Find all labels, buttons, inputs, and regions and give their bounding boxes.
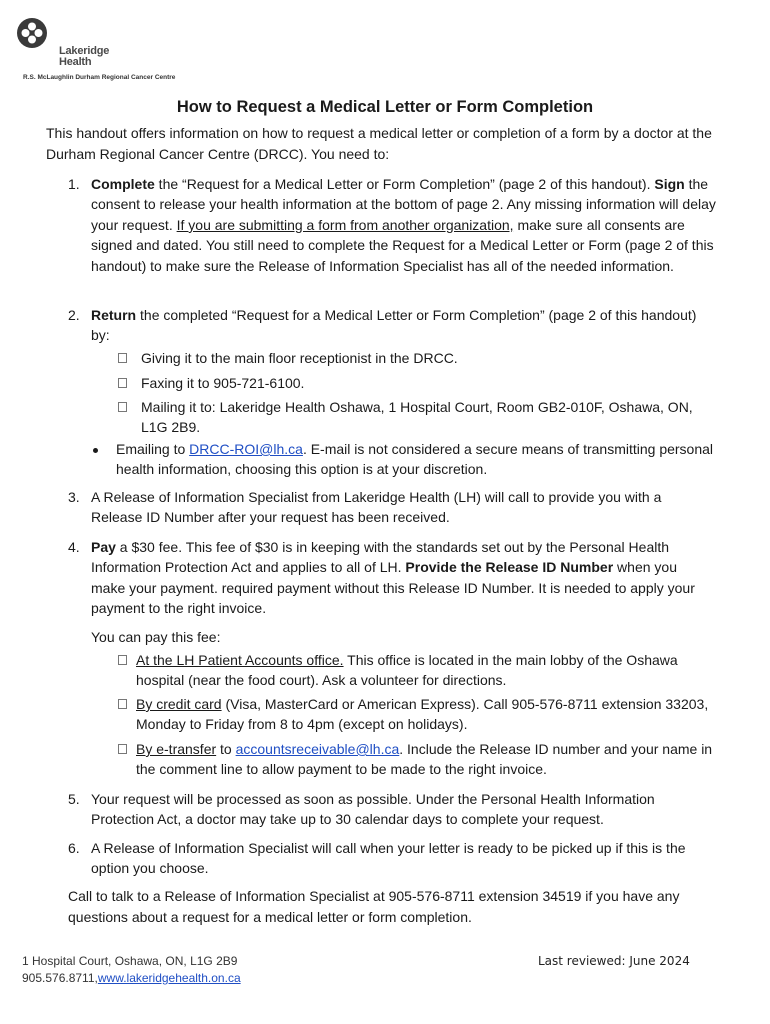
step-1-text-b: the consent to release your health information at the bottom of page 2. Any missing information will delay your request. xyxy=(91,176,716,233)
return-option-mail: Mailing it to: Lakeridge Health Oshawa, 1 Hospital Court, Room GB2-010F, Oshawa, ON, L1G 2B9. xyxy=(141,399,693,436)
step-1-text-c: make sure all consents are signed and dated. You still need to complete the Request for a Medical Letter or Form (page 2 of this handout) to make sure the Release of Information Specialist has all of the needed information. xyxy=(91,216,714,274)
pay-option-credit-card xyxy=(136,694,726,735)
step-1-text xyxy=(91,174,721,276)
logo-mark-icon xyxy=(17,18,47,48)
email-suffix: . E-mail is not considered a secure means of transmitting personal health information, choosing this option is at your discretion. xyxy=(116,441,714,478)
footer-contact-line xyxy=(22,970,241,987)
pay-option-etransfer-label: By e-transfer xyxy=(136,741,217,757)
pay-option-office-label: At the LH Patient Accounts office. xyxy=(136,652,344,668)
step-1-underline: If you are submitting a form from another organization, xyxy=(176,216,514,233)
pay-option-credit-label: By credit card xyxy=(136,696,222,712)
checkbox-icon xyxy=(118,402,127,412)
footer-website-link[interactable]: www.lakeridgehealth.on.ca xyxy=(97,971,241,985)
return-option-receptionist: Giving it to the main floor receptionist in the DRCC. xyxy=(141,350,458,366)
checkbox-icon xyxy=(118,699,127,709)
return-option-fax: Faxing it to 905-721-6100. xyxy=(141,375,305,391)
step-6-number: 6. xyxy=(68,840,80,856)
checkbox-icon xyxy=(118,744,127,754)
step-2-text-a: the completed “Request for a Medical Letter or Form Completion” (page 2 of this handout) by: xyxy=(91,307,697,344)
pay-option-etransfer-to: to xyxy=(216,741,236,757)
intro-paragraph: This handout offers information on how to request a medical letter or completion of a form by a doctor at the Durham Regional Cancer Centre (DRCC). You need to: xyxy=(46,125,712,162)
step-5-text: Your request will be processed as soon as possible. Under the Personal Health Information Protection Act, a doctor may take up to 30 calendar days to complete your request. xyxy=(91,791,655,828)
bullet-icon xyxy=(93,448,98,453)
page-title: How to Request a Medical Letter or Form Completion xyxy=(176,98,594,116)
step-1-text-a: the “Request for a Medical Letter or Form Completion” (page 2 of this handout). xyxy=(154,176,651,192)
pay-option-office xyxy=(136,650,726,691)
checkbox-icon xyxy=(118,378,127,388)
step-2-text xyxy=(91,305,711,346)
pay-option-credit-text: (Visa, MasterCard or American Express). Call 905-576-8711 extension 33203, Monday to Friday from 8 to 4pm (except on holidays). xyxy=(136,696,709,733)
step-2-bold-return: Return xyxy=(91,307,137,323)
step-3-text: A Release of Information Specialist from Lakeridge Health (LH) will call to provide you with a Release ID Number after your request has been received. xyxy=(91,489,662,526)
checkbox-icon xyxy=(118,655,127,665)
lakeridge-health-logo xyxy=(15,14,235,84)
step-1-bold-sign: Sign xyxy=(654,176,685,192)
accounts-email-link[interactable]: accountsreceivable@lh.ca xyxy=(235,741,400,757)
step-2-number: 2. xyxy=(68,307,80,323)
step-5-number: 5. xyxy=(68,791,80,807)
pay-option-etransfer xyxy=(136,739,726,780)
pay-intro: You can pay this fee: xyxy=(91,629,221,645)
footer-phone: 905.576.8711, xyxy=(22,971,98,985)
step-4-text xyxy=(91,537,711,619)
step-4-text-a: a $30 fee. This fee of $30 is in keeping with the standards set out by the Personal Health Information Protection Act and applies to all of LH. xyxy=(91,539,670,576)
checkbox-icon xyxy=(118,353,127,363)
pay-option-office-text: This office is located in the main lobby of the Oshawa hospital (near the food court). Ask a volunteer for directions. xyxy=(136,652,678,689)
footer-address-line: 1 Hospital Court, Oshawa, ON, L1G 2B9 xyxy=(22,954,238,968)
last-reviewed: Last reviewed: June 2024 xyxy=(538,954,690,968)
logo-line-1: Lakeridge xyxy=(59,45,110,57)
logo-wordmark xyxy=(59,46,109,68)
step-3-number: 3. xyxy=(68,489,80,505)
logo-subtitle: R.S. McLaughlin Durham Regional Cancer Centre xyxy=(23,74,176,81)
return-option-email xyxy=(116,439,726,480)
step-6-text: A Release of Information Specialist will call when your letter is ready to be picked up if this is the option you choose. xyxy=(91,840,686,877)
step-4-bold-pay: Pay xyxy=(91,539,116,555)
step-1-number: 1. xyxy=(68,176,80,192)
logo-line-2: Health xyxy=(59,56,92,68)
step-4-bold-release-id: Provide the Release ID Number xyxy=(405,559,614,576)
closing-paragraph: Call to talk to a Release of Information Specialist at 905-576-8711 extension 34519 if you have any questions about a request for a medical letter or form completion. xyxy=(68,888,680,925)
drcc-email-link[interactable]: DRCC-ROI@lh.ca xyxy=(189,441,303,457)
step-1-bold-complete: Complete xyxy=(91,176,155,192)
step-4-number: 4. xyxy=(68,539,80,555)
footer-address xyxy=(22,953,241,987)
pay-option-etransfer-text: . Include the Release ID number and your name in the comment line to allow payment to be made to the right invoice. xyxy=(136,741,713,778)
step-4-text-b: when you make your payment. required payment without this Release ID Number. It is needed to apply your payment to the right invoice. xyxy=(91,559,695,617)
email-prefix: Emailing to xyxy=(116,441,190,457)
